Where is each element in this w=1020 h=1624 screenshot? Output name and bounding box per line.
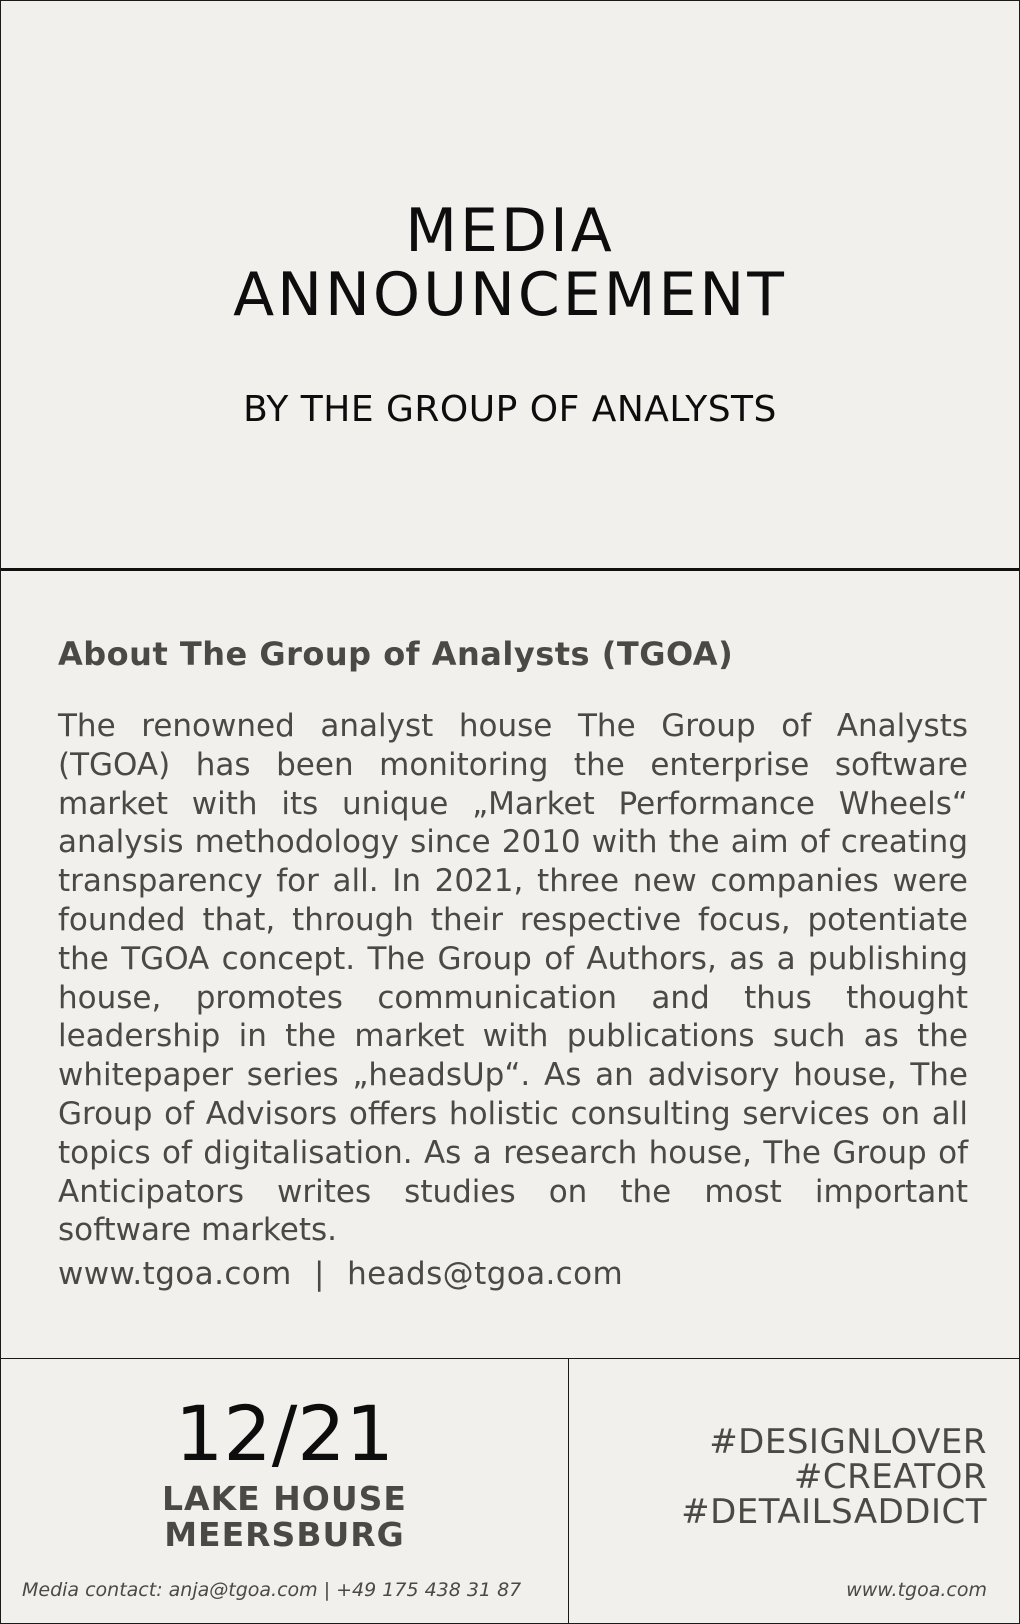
contact-links [58,1254,623,1294]
location-line-2: MEERSBURG [164,1515,405,1554]
website-link[interactable]: www.tgoa.com [58,1256,292,1292]
header-section [1,1,1019,571]
footer-section [1,1358,1019,1624]
event-location [1,1481,568,1553]
hashtag-list [681,1422,987,1532]
title-line-2: ANNOUNCEMENT [233,260,787,330]
footer-website-link[interactable]: www.tgoa.com [846,1579,987,1601]
footer-divider [568,1359,569,1624]
about-body: The renowned analyst house The Group of Analysts (TGOA) has been monitoring the enterprise software market with its unique „Market Performance Wheels“ analysis methodology since 2010 with the aim of creating transparency for all. In 2021, three new companies were founded that, through their respective focus, potentiate the TGOA concept. The Group of Authors, as a publishing house, promotes communication and thus thought leadership in the market with publications such as the whitepaper series „headsUp“. As an advisory house, The Group of Advisors offers holistic consulting services on all topics of digitalisation. As a research house, The Group of Anticipators writes studies on the most important software markets. [58,708,968,1249]
hashtag: #DESIGNLOVER [709,1422,987,1462]
page-title [1,196,1019,330]
location-line-1: LAKE HOUSE [162,1479,407,1518]
event-date: 12/21 [174,1389,395,1478]
hashtag: #CREATOR [793,1457,987,1497]
about-heading: About The Group of Analysts (TGOA) [58,635,734,673]
media-contact: Media contact: anja@tgoa.com | +49 175 438 31 87 [22,1579,522,1601]
hashtag: #DETAILSADDICT [681,1492,987,1532]
title-line-1: MEDIA [405,196,615,266]
links-separator: | [314,1256,325,1292]
email-link[interactable]: heads@tgoa.com [347,1256,624,1292]
page-subtitle: BY THE GROUP OF ANALYSTS [243,389,777,430]
about-section [58,634,968,1250]
